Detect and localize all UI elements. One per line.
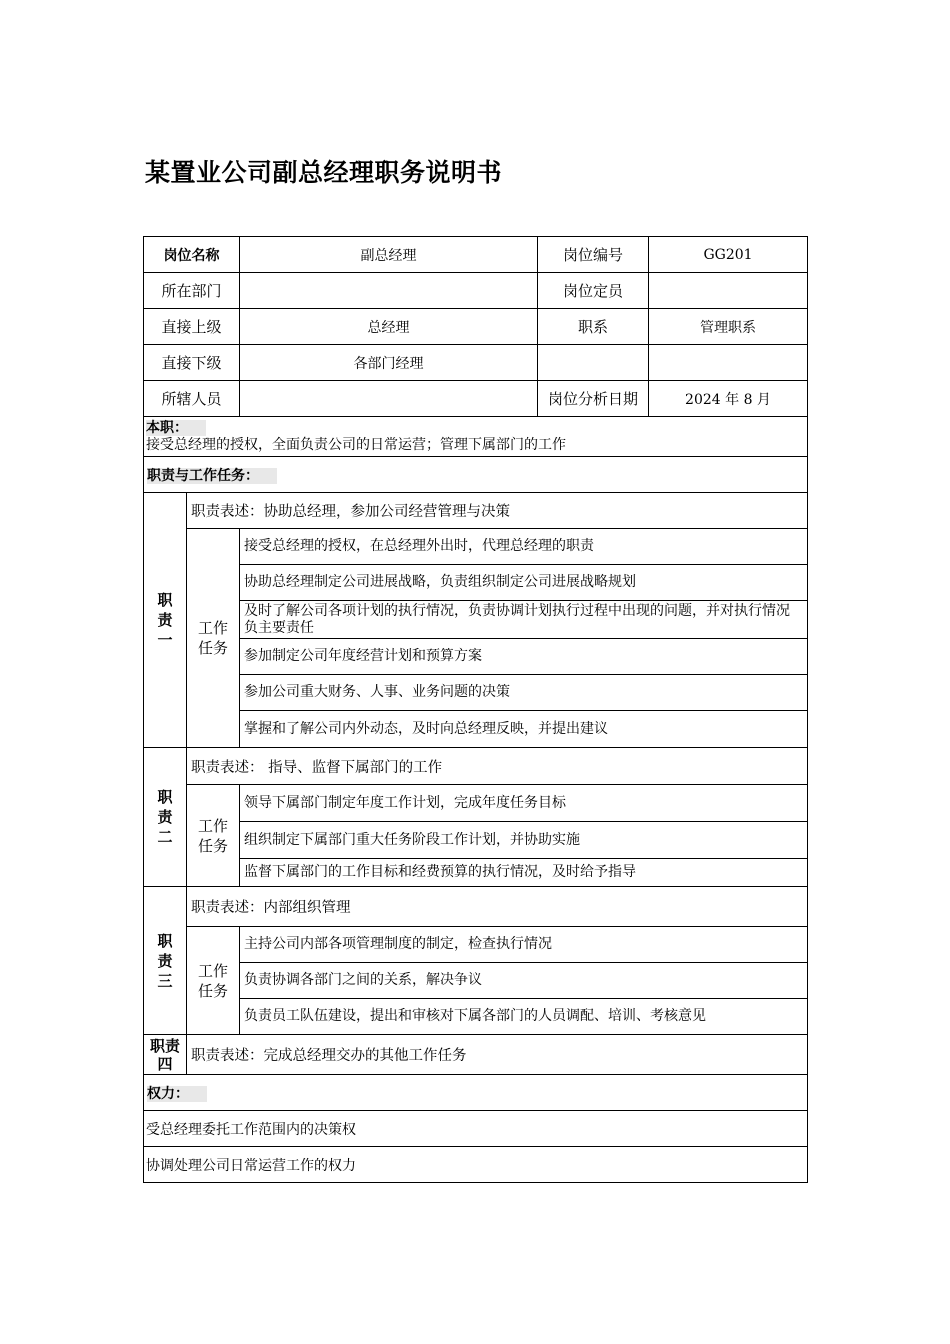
duty-1-task: 参加公司重大财务、人事、业务问题的决策	[240, 675, 808, 711]
duty-1-label: 职 责 一	[144, 493, 187, 748]
duty-2-work-label: 工作 任务	[187, 785, 240, 887]
empty-cell	[649, 345, 808, 381]
page-title: 某置业公司副总经理职务说明书	[145, 158, 503, 187]
duty-1-description: 职责表述：协助总经理，参加公司经营管理与决策	[187, 493, 808, 529]
analysis-date-label: 岗位分析日期	[538, 381, 649, 417]
duty-2-label: 职 责 二	[144, 748, 187, 887]
summary-text: 接受总经理的授权，全面负责公司的日常运营；管理下属部门的工作	[146, 436, 566, 453]
job-family-label: 职系	[538, 309, 649, 345]
authority-item: 受总经理委托工作范围内的决策权	[144, 1111, 808, 1147]
duty-3-description: 职责表述：内部组织管理	[187, 887, 808, 927]
duty-1-task: 协助总经理制定公司进展战略，负责组织制定公司进展战略规划	[240, 565, 808, 601]
subordinate-label: 直接下级	[144, 345, 240, 381]
job-description-table	[143, 236, 808, 1183]
duty-4-label: 职责 四	[144, 1035, 187, 1075]
authority-item: 协调处理公司日常运营工作的权力	[144, 1147, 808, 1183]
superior-value: 总经理	[240, 309, 538, 345]
authority-section-header: 权力：	[144, 1075, 808, 1111]
position-code-label: 岗位编号	[538, 237, 649, 273]
headcount-value	[649, 273, 808, 309]
duty-4-description: 职责表述：完成总经理交办的其他工作任务	[187, 1035, 808, 1075]
summary-cell	[144, 417, 808, 457]
duty-3-task: 主持公司内部各项管理制度的制定，检查执行情况	[240, 927, 808, 963]
duty-1-task: 及时了解公司各项计划的执行情况，负责协调计划执行过程中出现的问题，并对执行情况负主要责任	[240, 601, 808, 639]
superior-label: 直接上级	[144, 309, 240, 345]
job-family-value: 管理职系	[649, 309, 808, 345]
duty-2-task: 领导下属部门制定年度工作计划，完成年度任务目标	[240, 785, 808, 822]
position-name-value: 副总经理	[240, 237, 538, 273]
duty-3-task: 负责员工队伍建设，提出和审核对下属各部门的人员调配、培训、考核意见	[240, 999, 808, 1035]
subordinate-value: 各部门经理	[240, 345, 538, 381]
duty-2-task: 监督下属部门的工作目标和经费预算的执行情况，及时给予指导	[240, 859, 808, 887]
duty-1-task: 掌握和了解公司内外动态，及时向总经理反映，并提出建议	[240, 711, 808, 748]
duty-3-label: 职 责 三	[144, 887, 187, 1035]
duty-1-task: 接受总经理的授权，在总经理外出时，代理总经理的职责	[240, 529, 808, 565]
staff-value	[240, 381, 538, 417]
duty-2-description: 职责表述： 指导、监督下属部门的工作	[187, 748, 808, 785]
duty-1-work-label: 工作 任务	[187, 529, 240, 748]
duties-section-header: 职责与工作任务：	[144, 457, 808, 493]
department-value	[240, 273, 538, 309]
summary-label: 本职：	[146, 420, 206, 436]
headcount-label: 岗位定员	[538, 273, 649, 309]
position-code-value: GG201	[649, 237, 808, 273]
duty-2-task: 组织制定下属部门重大任务阶段工作计划，并协助实施	[240, 822, 808, 859]
analysis-date-value: 2024 年 8 月	[649, 381, 808, 417]
position-name-label: 岗位名称	[144, 237, 240, 273]
department-label: 所在部门	[144, 273, 240, 309]
empty-cell	[538, 345, 649, 381]
duty-3-task: 负责协调各部门之间的关系，解决争议	[240, 963, 808, 999]
duty-3-work-label: 工作 任务	[187, 927, 240, 1035]
duty-1-task: 参加制定公司年度经营计划和预算方案	[240, 639, 808, 675]
staff-label: 所辖人员	[144, 381, 240, 417]
